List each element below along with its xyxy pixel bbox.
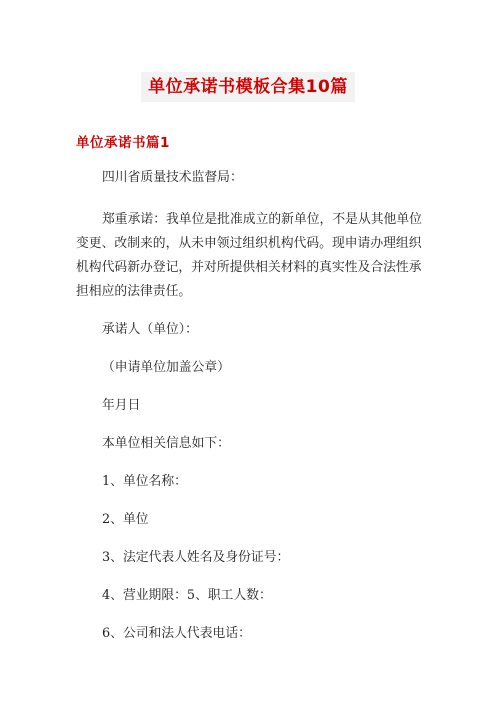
section-heading: 单位承诺书篇1 [76,135,170,151]
info-item-legal-rep: 3、法定代表人姓名及身份证号： [102,550,290,565]
info-intro-line: 本单位相关信息如下： [102,436,230,451]
date-line: 年月日 [102,398,141,413]
commitment-paragraph: 郑重承诺：我单位是批准成立的新单位，不是从其他单位变更、改制来的，从未申领过组织机构代码。现申请办理组织机构代码新办登记，并对所提供相关材料的真实性及合法性承担相应的法律责任。 [76,212,422,299]
info-item-phone: 6、公司和法人代表电话： [102,626,251,641]
committer-line: 承诺人（单位）： [102,322,198,337]
document-body [76,166,424,660]
addressee-line: 四川省质量技术监督局： [102,170,243,185]
info-item-term-staff: 4、营业期限：5、职工人数： [102,588,272,603]
info-item-unit-name: 1、单位名称： [102,474,187,489]
title-wrapper [0,72,496,102]
info-item-unit: 2、单位 [102,512,149,527]
document-title: 单位承诺书模板合集10篇 [141,72,355,102]
seal-line: （申请单位加盖公章） [102,360,230,375]
